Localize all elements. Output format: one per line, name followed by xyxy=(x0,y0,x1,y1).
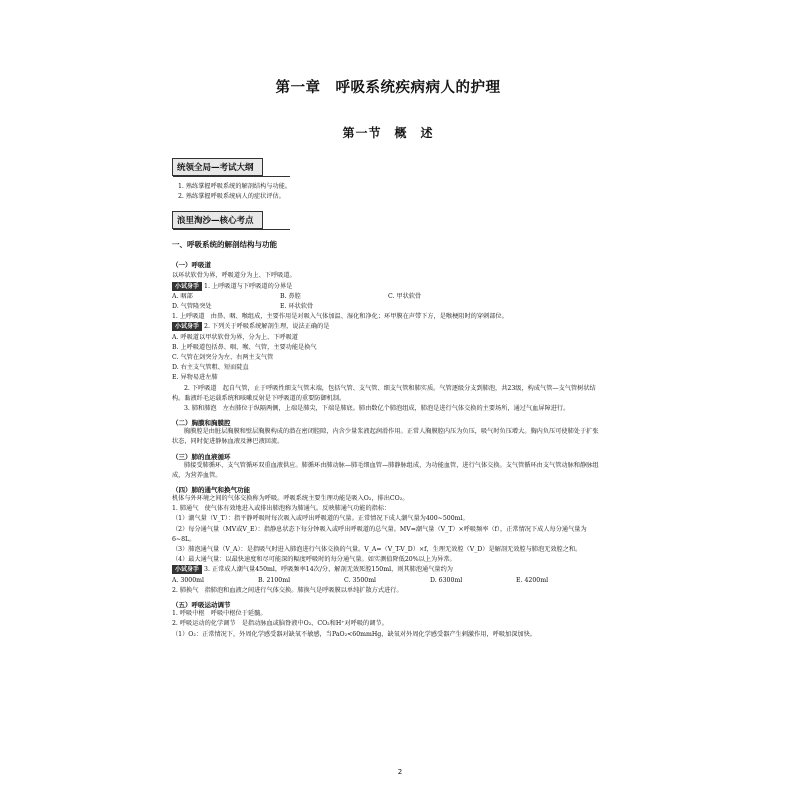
quiz-question-3 xyxy=(172,565,604,575)
paragraph: 1. 呼吸中枢 呼吸中枢位于延髓。 xyxy=(172,610,267,618)
paragraph: 3. 肺和肺泡 左右肺位于纵隔两侧，上端是肺尖，下端是肺底。肺由数亿个肺泡组成，肺泡是进行气体交换的主要场所，通过气血屏障进行。 xyxy=(184,405,570,413)
quiz-question-text: 1. 上呼吸道与下呼吸道的分界是 xyxy=(204,282,293,290)
quiz-tag: 小试身手 xyxy=(172,565,202,574)
outline-item: 1. 熟练掌握呼吸系统的解剖结构与功能。 xyxy=(178,183,292,190)
paragraph: 1. 上呼吸道 由鼻、咽、喉组成，主要作用是对吸入气体加温、湿化和净化；环甲膜在声带下方，是喉梗阻时的穿刺部位。 xyxy=(172,313,508,321)
heading-ventilation: （四）肺的通气和换气功能 xyxy=(172,486,250,495)
paragraph: （1）O₂：正常情况下，外周化学感受器对缺氧不敏感，当PaO₂<60mmHg，缺氧对外周化学感受器产生刺激作用，呼吸加深加快。 xyxy=(172,630,536,638)
paragraph: 2. 肺换气 指肺泡和血液之间进行气体交换。肺换气是呼吸膜以单纯扩散方式进行。 xyxy=(172,586,403,594)
quiz-option: B. 2100ml xyxy=(258,576,291,584)
quiz-option: C. 3500ml xyxy=(344,576,377,584)
paragraph: 胸膜腔是由脏层胸膜和壁层胸膜构成的潜在密闭腔隙，内含少量浆液起润滑作用。正常人胸膜腔内压为负压，吸气时负压增大。胸内负压可使肺处于扩张状态，同时促进静脉血液及淋巴液回流。 xyxy=(172,428,599,446)
quiz-option: A. 呼吸道以甲状软骨为界，分为上、下呼吸道 xyxy=(172,333,298,341)
heading-anatomy: 一、呼吸系统的解剖结构与功能 xyxy=(172,240,277,250)
quiz-tag: 小试身手 xyxy=(172,322,202,331)
paragraph: 机体与外环境之间的气体交换称为呼吸。呼吸系统主要生理功能是吸入O₂，排出CO₂。 xyxy=(172,495,409,503)
section-title: 第一节 概 述 xyxy=(342,126,434,140)
quiz-options xyxy=(172,576,604,586)
quiz-question-text: 2. 下列关于呼吸系统解剖生理，说法正确的是 xyxy=(204,323,330,331)
quiz-option: A. 咽部 xyxy=(172,292,193,300)
quiz-option: D. 右主支气管粗、短而陡直 xyxy=(172,364,249,372)
heading-pleura: （二）胸膜和胸膜腔 xyxy=(172,419,231,428)
chapter-title: 第一章 呼吸系统疾病病人的护理 xyxy=(275,79,501,96)
paragraph: （4）最大通气量：以最快速度和尽可能深的幅度呼吸时的每分通气量。如实测值降低20%以上为异常。 xyxy=(172,556,456,564)
paragraph: （1）潮气量（V_T）：指平静呼吸时每次吸入或呼出呼吸道的气量。正常情况下成人潮气量为400~500ml。 xyxy=(172,515,469,523)
quiz-option: C. 甲状软骨 xyxy=(388,292,422,300)
paragraph: （2）每分通气量（MV或V_E）：指静息状态下每分钟吸入或呼出呼吸道的总气量。MV=潮气量（V_T）×呼吸频率（f），正常情况下成人每分通气量为6~8L。 xyxy=(172,525,587,543)
quiz-option: D. 气管隆突处 xyxy=(172,303,212,311)
heading-regulation: （五）呼吸运动调节 xyxy=(172,601,231,610)
outline-item: 2. 熟练掌握呼吸系统病人的症状评估。 xyxy=(178,193,285,201)
quiz-option: C. 气管在剑突分为左、右两主支气管 xyxy=(172,354,274,362)
outline-box-header: 统领全局—考试大纲 xyxy=(172,158,263,176)
quiz-option: E. 异物易进左肺 xyxy=(172,374,218,382)
document-page xyxy=(172,70,604,640)
quiz-question-1 xyxy=(172,282,604,292)
paragraph: 2. 下呼吸道 起自气管，止于呼吸性细支气管末端，包括气管、支气管、细支气管和肺实质。气管逐级分支到肺泡，共23级，构成气管—支气管树状结构。黏液纤毛运载系统和咳嗽反射是下呼吸道的重要防御机制。 xyxy=(172,384,596,402)
heading-circulation: （三）肺的血液循环 xyxy=(172,452,231,461)
quiz-option: A. 3000ml xyxy=(172,576,204,584)
quiz-question-text: 3. 正常成人潮气量450ml，呼吸频率14次/分，解剖无效死腔150ml，则其肺泡通气量约为 xyxy=(204,566,453,574)
paragraph: 1. 肺通气 使气体有效地进入或排出肺泡称为肺通气。反映肺通气功能的指标： xyxy=(172,505,391,513)
quiz-options xyxy=(172,302,604,312)
quiz-question-2 xyxy=(172,322,604,332)
quiz-option: B. 上呼吸道包括鼻、咽、喉、气管，主要功能是换气 xyxy=(172,343,317,351)
heading-airway: （一）呼吸道 xyxy=(172,261,211,270)
quiz-option: E. 环状软骨 xyxy=(280,303,314,311)
paragraph: 以环状软骨为界，呼吸道分为上、下呼吸道。 xyxy=(172,272,296,280)
paragraph: 2. 呼吸运动的化学调节 是指动脉血或脑脊液中O₂、CO₂和H⁺对呼吸的调节。 xyxy=(172,620,388,628)
page-number: 2 xyxy=(397,768,403,776)
quiz-options xyxy=(172,292,604,302)
quiz-option: D. 6300ml xyxy=(430,576,463,584)
paragraph: （3）肺泡通气量（V_A）：是指吸气时进入肺泡进行气体交换的气量。V_A=（V_T-V_D）×f，生理无效腔（V_D）是解剖无效腔与肺泡无效腔之和。 xyxy=(172,546,582,554)
key-points-box-header: 浪里淘沙—核心考点 xyxy=(172,211,263,229)
paragraph: 肺接受肺循环、支气管循环双重血液供应。肺循环由肺动脉—肺毛细血管—肺静脉组成，为功能血管，进行气体交换。支气管循环由支气管动脉和静脉组成，为营养血管。 xyxy=(172,461,599,479)
quiz-option: E. 4200ml xyxy=(516,576,549,584)
quiz-tag: 小试身手 xyxy=(172,282,202,291)
quiz-option: B. 鼻腔 xyxy=(280,292,301,300)
